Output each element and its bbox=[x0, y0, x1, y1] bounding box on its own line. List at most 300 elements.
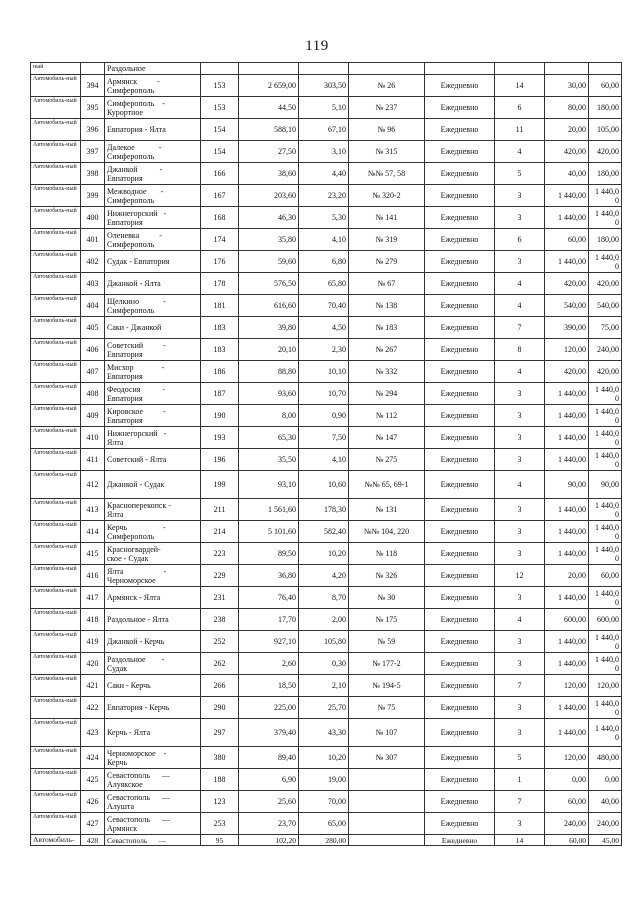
value-cell: 36,80 bbox=[239, 565, 299, 587]
table-row bbox=[31, 719, 622, 747]
type-cell: Автомобиль-ный bbox=[31, 361, 81, 383]
value-cell: 25,70 bbox=[299, 697, 349, 719]
route-number-cell: № 194-5 bbox=[349, 675, 425, 697]
route-cell: Черноморское - Керчь bbox=[105, 747, 201, 769]
route-number-cell: № 141 bbox=[349, 207, 425, 229]
number-cell: 424 bbox=[81, 747, 105, 769]
type-cell: Автомобиль-ный bbox=[31, 163, 81, 185]
type-cell: Автомобиль-ный bbox=[31, 273, 81, 295]
table-row bbox=[31, 791, 622, 813]
value-cell: 0,30 bbox=[299, 653, 349, 675]
total-cell: 60,00 bbox=[589, 75, 622, 97]
total-cell: 45,00 bbox=[589, 835, 622, 846]
length-cell: 183 bbox=[201, 317, 239, 339]
value-cell: 93,60 bbox=[239, 383, 299, 405]
total-cell: 240,00 bbox=[589, 813, 622, 835]
route-cell: Советский - Ялта bbox=[105, 449, 201, 471]
table-row bbox=[31, 207, 622, 229]
total-cell: 1 440,0 0 bbox=[589, 185, 622, 207]
price-cell: 20,00 bbox=[545, 119, 589, 141]
route-number-cell bbox=[349, 813, 425, 835]
total-cell: 40,00 bbox=[589, 791, 622, 813]
number-cell: 418 bbox=[81, 609, 105, 631]
route-cell: Далекое - Симферополь bbox=[105, 141, 201, 163]
value-cell: 582,40 bbox=[299, 521, 349, 543]
schedule-cell: Ежедневно bbox=[425, 207, 495, 229]
price-cell: 1 440,00 bbox=[545, 185, 589, 207]
price-cell: 90,00 bbox=[545, 471, 589, 499]
table-row bbox=[31, 747, 622, 769]
number-cell: 417 bbox=[81, 587, 105, 609]
total-cell: 0,00 bbox=[589, 769, 622, 791]
type-cell: Автомобиль-ный bbox=[31, 653, 81, 675]
value-cell: 27,50 bbox=[239, 141, 299, 163]
routes-table bbox=[30, 62, 622, 846]
number-cell: 426 bbox=[81, 791, 105, 813]
type-cell: Автомобиль-ный bbox=[31, 609, 81, 631]
value-cell: 18,50 bbox=[239, 675, 299, 697]
price-cell: 60,00 bbox=[545, 229, 589, 251]
value-cell: 6,90 bbox=[239, 769, 299, 791]
count-cell: 8 bbox=[495, 339, 545, 361]
value-cell: 35,80 bbox=[239, 229, 299, 251]
route-number-cell: № 59 bbox=[349, 631, 425, 653]
route-cell: Советский - Евпатория bbox=[105, 339, 201, 361]
route-number-cell: № 75 bbox=[349, 697, 425, 719]
route-cell: Симферополь - Курортное bbox=[105, 97, 201, 119]
length-cell: 176 bbox=[201, 251, 239, 273]
route-cell: Кировское - Евпатория bbox=[105, 405, 201, 427]
route-number-cell bbox=[349, 791, 425, 813]
schedule-cell: Ежедневно bbox=[425, 675, 495, 697]
table-row bbox=[31, 835, 622, 846]
number-cell: 399 bbox=[81, 185, 105, 207]
route-cell: Евпатория - Ялта bbox=[105, 119, 201, 141]
value-cell: 4,20 bbox=[299, 565, 349, 587]
value-cell: 10,60 bbox=[299, 471, 349, 499]
number-cell: 415 bbox=[81, 543, 105, 565]
route-number-cell: № 138 bbox=[349, 295, 425, 317]
value-cell: 23,70 bbox=[239, 813, 299, 835]
count-cell: 14 bbox=[495, 75, 545, 97]
total-cell: 1 440,0 0 bbox=[589, 251, 622, 273]
type-cell: Автомобиль-ный bbox=[31, 405, 81, 427]
type-cell: Автомобиль-ный bbox=[31, 813, 81, 835]
type-cell: Автомобиль-ный bbox=[31, 543, 81, 565]
type-cell: Автомобиль-ный bbox=[31, 317, 81, 339]
price-cell: 80,00 bbox=[545, 97, 589, 119]
number-cell: 398 bbox=[81, 163, 105, 185]
value-cell: 65,00 bbox=[299, 813, 349, 835]
value-cell: 93,10 bbox=[239, 471, 299, 499]
schedule-cell: Ежедневно bbox=[425, 697, 495, 719]
type-cell: Автомобиль-ный bbox=[31, 747, 81, 769]
route-cell: Красноперекопск - Ялта bbox=[105, 499, 201, 521]
table-row bbox=[31, 565, 622, 587]
count-cell: 5 bbox=[495, 747, 545, 769]
route-number-cell: № 26 bbox=[349, 75, 425, 97]
length-cell: 174 bbox=[201, 229, 239, 251]
type-cell: Автомобиль-ный bbox=[31, 97, 81, 119]
table-row bbox=[31, 295, 622, 317]
value-cell: 7,50 bbox=[299, 427, 349, 449]
total-cell: 180,00 bbox=[589, 97, 622, 119]
total-cell: 1 440,0 0 bbox=[589, 631, 622, 653]
length-cell: 199 bbox=[201, 471, 239, 499]
number-cell: 410 bbox=[81, 427, 105, 449]
schedule-cell: Ежедневно bbox=[425, 163, 495, 185]
value-cell: 5,30 bbox=[299, 207, 349, 229]
count-cell: 11 bbox=[495, 119, 545, 141]
price-cell: 420,00 bbox=[545, 141, 589, 163]
route-cell: Севастополь — Алуякское bbox=[105, 769, 201, 791]
type-cell: Автомобиль-ный bbox=[31, 295, 81, 317]
value-cell: 576,50 bbox=[239, 273, 299, 295]
count-cell: 12 bbox=[495, 565, 545, 587]
total-cell: 1 440,0 0 bbox=[589, 449, 622, 471]
schedule-cell: Ежедневно bbox=[425, 251, 495, 273]
count-cell: 4 bbox=[495, 141, 545, 163]
type-cell: Автомобиль-ный bbox=[31, 697, 81, 719]
total-cell: 420,00 bbox=[589, 141, 622, 163]
schedule-cell: Ежедневно bbox=[425, 273, 495, 295]
schedule-cell: Ежедневно bbox=[425, 185, 495, 207]
count-cell: 3 bbox=[495, 383, 545, 405]
total-cell: 1 440,0 0 bbox=[589, 543, 622, 565]
number-cell: 406 bbox=[81, 339, 105, 361]
length-cell: 262 bbox=[201, 653, 239, 675]
table-row bbox=[31, 813, 622, 835]
route-number-cell: № 315 bbox=[349, 141, 425, 163]
value-cell: 43,30 bbox=[299, 719, 349, 747]
price-cell: 40,00 bbox=[545, 163, 589, 185]
length-cell: 214 bbox=[201, 521, 239, 543]
table-row bbox=[31, 97, 622, 119]
type-cell: Автомобиль-ный bbox=[31, 791, 81, 813]
type-cell: Автомобиль-ный bbox=[31, 565, 81, 587]
value-cell: 616,60 bbox=[239, 295, 299, 317]
count-cell: 3 bbox=[495, 251, 545, 273]
schedule-cell: Ежедневно bbox=[425, 361, 495, 383]
total-cell: 180,00 bbox=[589, 163, 622, 185]
number-cell: 397 bbox=[81, 141, 105, 163]
value-cell: 70,00 bbox=[299, 791, 349, 813]
value-cell: 20,10 bbox=[239, 339, 299, 361]
schedule-cell: Ежедневно bbox=[425, 471, 495, 499]
route-number-cell: № 237 bbox=[349, 97, 425, 119]
table-row bbox=[31, 229, 622, 251]
length-cell: 266 bbox=[201, 675, 239, 697]
total-cell: 75,00 bbox=[589, 317, 622, 339]
value-cell: 203,60 bbox=[239, 185, 299, 207]
route-number-cell: № 67 bbox=[349, 273, 425, 295]
route-number-cell: № 307 bbox=[349, 747, 425, 769]
total-cell: 60,00 bbox=[589, 565, 622, 587]
route-number-cell: № 147 bbox=[349, 427, 425, 449]
route-number-cell: № 112 bbox=[349, 405, 425, 427]
value-cell: 44,50 bbox=[239, 97, 299, 119]
count-cell: 3 bbox=[495, 449, 545, 471]
value-cell: 4,10 bbox=[299, 229, 349, 251]
value-cell: 10,20 bbox=[299, 747, 349, 769]
type-cell: Автомобиль-ный bbox=[31, 631, 81, 653]
schedule-cell: Ежедневно bbox=[425, 317, 495, 339]
route-cell: Джанкой - Евпатория bbox=[105, 163, 201, 185]
count-cell: 5 bbox=[495, 163, 545, 185]
type-cell: Автомобиль-ный bbox=[31, 75, 81, 97]
table-row bbox=[31, 427, 622, 449]
value-cell: 5 101,60 bbox=[239, 521, 299, 543]
value-cell: 8,00 bbox=[239, 405, 299, 427]
length-cell: 190 bbox=[201, 405, 239, 427]
table-row bbox=[31, 697, 622, 719]
type-cell: Автомобиль-ный bbox=[31, 383, 81, 405]
number-cell: 405 bbox=[81, 317, 105, 339]
table-row bbox=[31, 75, 622, 97]
price-cell: 1 440,00 bbox=[545, 207, 589, 229]
value-cell: 46,30 bbox=[239, 207, 299, 229]
value-cell: 0,90 bbox=[299, 405, 349, 427]
total-cell: 90,00 bbox=[589, 471, 622, 499]
table-row bbox=[31, 119, 622, 141]
table-row bbox=[31, 653, 622, 675]
number-cell: 411 bbox=[81, 449, 105, 471]
price-cell: 120,00 bbox=[545, 747, 589, 769]
value-cell: 89,40 bbox=[239, 747, 299, 769]
number-cell: 428 bbox=[81, 835, 105, 846]
length-cell: 95 bbox=[201, 835, 239, 846]
price-cell: 1 440,00 bbox=[545, 251, 589, 273]
table-row bbox=[31, 383, 622, 405]
route-cell: Судак - Евпатория bbox=[105, 251, 201, 273]
count-cell: 6 bbox=[495, 97, 545, 119]
cell bbox=[545, 63, 589, 75]
count-cell: 7 bbox=[495, 317, 545, 339]
schedule-cell: Ежедневно bbox=[425, 609, 495, 631]
type-cell: Автомобиль-ный bbox=[31, 427, 81, 449]
length-cell: 183 bbox=[201, 339, 239, 361]
length-cell: 166 bbox=[201, 163, 239, 185]
price-cell: 60,00 bbox=[545, 835, 589, 846]
total-cell: 1 440,0 0 bbox=[589, 207, 622, 229]
schedule-cell: Ежедневно bbox=[425, 835, 495, 846]
schedule-cell: Ежедневно bbox=[425, 521, 495, 543]
length-cell: 231 bbox=[201, 587, 239, 609]
length-cell: 252 bbox=[201, 631, 239, 653]
value-cell: 105,80 bbox=[299, 631, 349, 653]
route-number-cell: № 319 bbox=[349, 229, 425, 251]
price-cell: 540,00 bbox=[545, 295, 589, 317]
route-cell: Оленевка - Симферополь bbox=[105, 229, 201, 251]
length-cell: 188 bbox=[201, 769, 239, 791]
count-cell: 3 bbox=[495, 543, 545, 565]
type-cell: Автомобиль-ный bbox=[31, 719, 81, 747]
value-cell: 17,70 bbox=[239, 609, 299, 631]
number-cell: 412 bbox=[81, 471, 105, 499]
route-number-cell: № 183 bbox=[349, 317, 425, 339]
count-cell: 4 bbox=[495, 471, 545, 499]
total-cell: 1 440,0 0 bbox=[589, 427, 622, 449]
route-cell: Ялта - Черноморское bbox=[105, 565, 201, 587]
length-cell: 181 bbox=[201, 295, 239, 317]
value-cell: 280,00 bbox=[299, 835, 349, 846]
value-cell: 88,80 bbox=[239, 361, 299, 383]
type-cell: Автомобиль-ный bbox=[31, 449, 81, 471]
table-row bbox=[31, 499, 622, 521]
route-cell: Армянск - Симферополь bbox=[105, 75, 201, 97]
table-row bbox=[31, 251, 622, 273]
count-cell: 3 bbox=[495, 697, 545, 719]
count-cell: 4 bbox=[495, 609, 545, 631]
route-number-cell: № 320-2 bbox=[349, 185, 425, 207]
number-cell: 408 bbox=[81, 383, 105, 405]
schedule-cell: Ежедневно bbox=[425, 75, 495, 97]
schedule-cell: Ежедневно bbox=[425, 769, 495, 791]
number-cell: 413 bbox=[81, 499, 105, 521]
route-cell: Джанкой - Судак bbox=[105, 471, 201, 499]
length-cell: 196 bbox=[201, 449, 239, 471]
total-cell: 1 440,0 0 bbox=[589, 499, 622, 521]
value-cell: 6,80 bbox=[299, 251, 349, 273]
table-row bbox=[31, 317, 622, 339]
count-cell: 3 bbox=[495, 521, 545, 543]
schedule-cell: Ежедневно bbox=[425, 449, 495, 471]
route-cell: Нижнегорский - Ялта bbox=[105, 427, 201, 449]
length-cell: 168 bbox=[201, 207, 239, 229]
number-cell: 422 bbox=[81, 697, 105, 719]
total-cell: 120,00 bbox=[589, 675, 622, 697]
route-cell: Раздольное bbox=[105, 63, 201, 75]
route-number-cell: № 175 bbox=[349, 609, 425, 631]
total-cell: 540,00 bbox=[589, 295, 622, 317]
length-cell: 211 bbox=[201, 499, 239, 521]
length-cell: 178 bbox=[201, 273, 239, 295]
number-cell: 419 bbox=[81, 631, 105, 653]
price-cell: 420,00 bbox=[545, 273, 589, 295]
number-cell: 421 bbox=[81, 675, 105, 697]
total-cell: 420,00 bbox=[589, 361, 622, 383]
route-number-cell: №№ 104, 220 bbox=[349, 521, 425, 543]
route-cell: Межводное - Симферополь bbox=[105, 185, 201, 207]
cell bbox=[425, 63, 495, 75]
total-cell: 1 440,0 0 bbox=[589, 587, 622, 609]
route-cell: Феодосия - Евпатория bbox=[105, 383, 201, 405]
table-row bbox=[31, 185, 622, 207]
schedule-cell: Ежедневно bbox=[425, 587, 495, 609]
route-cell: Саки - Керчь bbox=[105, 675, 201, 697]
value-cell: 76,40 bbox=[239, 587, 299, 609]
count-cell: 3 bbox=[495, 631, 545, 653]
schedule-cell: Ежедневно bbox=[425, 543, 495, 565]
value-cell: 225,00 bbox=[239, 697, 299, 719]
count-cell: 3 bbox=[495, 719, 545, 747]
schedule-cell: Ежедневно bbox=[425, 427, 495, 449]
price-cell: 1 440,00 bbox=[545, 521, 589, 543]
price-cell: 1 440,00 bbox=[545, 719, 589, 747]
price-cell: 1 440,00 bbox=[545, 631, 589, 653]
number-cell: 427 bbox=[81, 813, 105, 835]
length-cell: 380 bbox=[201, 747, 239, 769]
value-cell: 70,40 bbox=[299, 295, 349, 317]
value-cell: 4,50 bbox=[299, 317, 349, 339]
price-cell: 600,00 bbox=[545, 609, 589, 631]
schedule-cell: Ежедневно bbox=[425, 141, 495, 163]
route-number-cell bbox=[349, 835, 425, 846]
length-cell: 123 bbox=[201, 791, 239, 813]
route-cell: Армянск - Ялта bbox=[105, 587, 201, 609]
count-cell: 3 bbox=[495, 207, 545, 229]
value-cell: 65,30 bbox=[239, 427, 299, 449]
table-row bbox=[31, 449, 622, 471]
type-cell: Автомобиль-ный bbox=[31, 471, 81, 499]
length-cell: 297 bbox=[201, 719, 239, 747]
value-cell: 2,30 bbox=[299, 339, 349, 361]
count-cell: 3 bbox=[495, 499, 545, 521]
value-cell: 10,10 bbox=[299, 361, 349, 383]
value-cell: 2,60 bbox=[239, 653, 299, 675]
table-row bbox=[31, 361, 622, 383]
type-cell: Автомобиль-ный bbox=[31, 587, 81, 609]
route-cell: Щелкино - Симферополь bbox=[105, 295, 201, 317]
route-number-cell: № 294 bbox=[349, 383, 425, 405]
cell bbox=[239, 63, 299, 75]
route-cell: Нижнегорский - Евпатория bbox=[105, 207, 201, 229]
number-cell: 407 bbox=[81, 361, 105, 383]
total-cell: 240,00 bbox=[589, 339, 622, 361]
number-cell: 396 bbox=[81, 119, 105, 141]
length-cell: 223 bbox=[201, 543, 239, 565]
value-cell: 10,70 bbox=[299, 383, 349, 405]
type-cell: ный bbox=[31, 63, 81, 75]
price-cell: 1 440,00 bbox=[545, 653, 589, 675]
length-cell: 153 bbox=[201, 97, 239, 119]
length-cell: 229 bbox=[201, 565, 239, 587]
total-cell: 1 440,0 0 bbox=[589, 719, 622, 747]
type-cell: Автомобиль- bbox=[31, 835, 81, 846]
count-cell: 3 bbox=[495, 405, 545, 427]
route-cell: Евпатория - Керчь bbox=[105, 697, 201, 719]
value-cell: 102,20 bbox=[239, 835, 299, 846]
route-number-cell: №№ 57, 58 bbox=[349, 163, 425, 185]
table-row bbox=[31, 63, 622, 75]
price-cell: 1 440,00 bbox=[545, 587, 589, 609]
count-cell: 3 bbox=[495, 427, 545, 449]
count-cell: 7 bbox=[495, 675, 545, 697]
route-number-cell: №№ 65, 69-1 bbox=[349, 471, 425, 499]
value-cell: 4,10 bbox=[299, 449, 349, 471]
total-cell: 1 440,0 0 bbox=[589, 521, 622, 543]
schedule-cell: Ежедневно bbox=[425, 339, 495, 361]
table-row bbox=[31, 141, 622, 163]
table-row bbox=[31, 163, 622, 185]
route-number-cell: № 267 bbox=[349, 339, 425, 361]
route-number-cell bbox=[349, 769, 425, 791]
price-cell: 1 440,00 bbox=[545, 499, 589, 521]
type-cell: Автомобиль-ный bbox=[31, 185, 81, 207]
count-cell: 3 bbox=[495, 813, 545, 835]
length-cell: 153 bbox=[201, 75, 239, 97]
value-cell: 65,80 bbox=[299, 273, 349, 295]
value-cell: 2 659,00 bbox=[239, 75, 299, 97]
number-cell: 423 bbox=[81, 719, 105, 747]
route-number-cell: № 118 bbox=[349, 543, 425, 565]
table-row bbox=[31, 273, 622, 295]
route-cell: Джанкой - Ялта bbox=[105, 273, 201, 295]
route-cell: Севастополь — Алушта bbox=[105, 791, 201, 813]
table-row bbox=[31, 587, 622, 609]
type-cell: Автомобиль-ный bbox=[31, 119, 81, 141]
number-cell: 400 bbox=[81, 207, 105, 229]
